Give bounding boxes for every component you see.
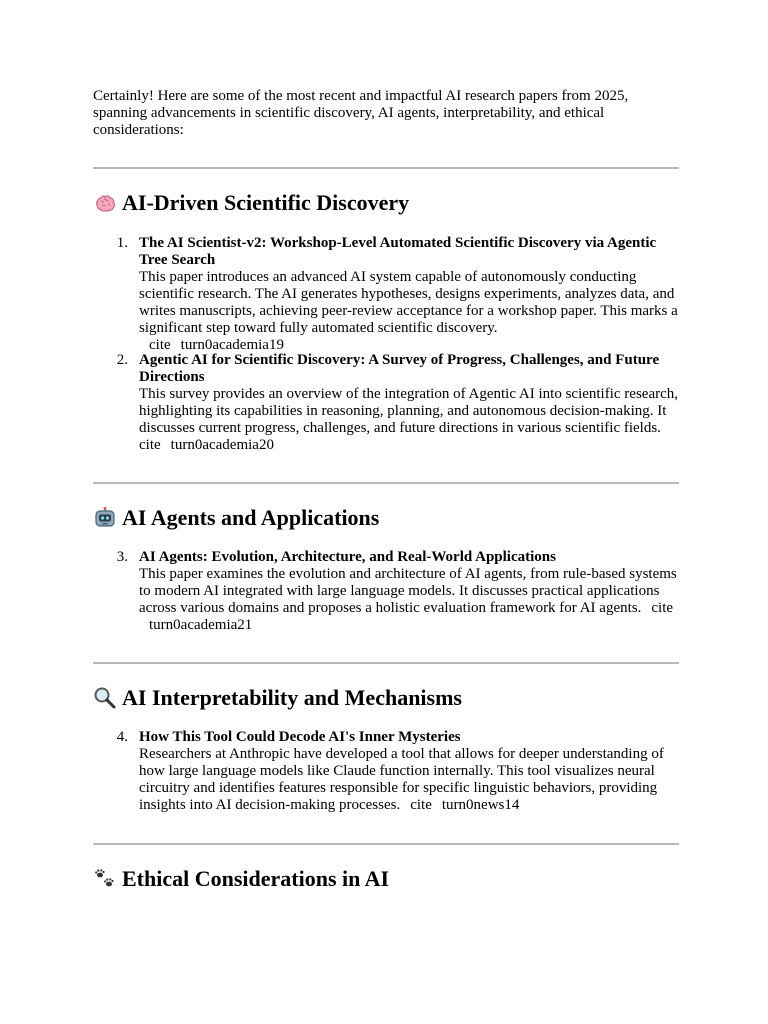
magnifying-glass-icon [93, 686, 117, 710]
intro-paragraph: Certainly! Here are some of the most recent and impactful AI research papers from 2025, spanning advancements in scientific discovery, AI agents, interpretability, and ethical considerations: [93, 88, 629, 138]
robot-icon [93, 506, 117, 530]
paper-description: This paper introduces an advanced AI system capable of autonomously conducting scientific research. The AI generates hypotheses, designs experiments, analyzes data, and writes manuscripts, achieving peer-review acceptance for a workshop paper. This marks a significant step toward fully automated scientific discovery. [139, 269, 678, 336]
section-title-interpretability: AI Interpretability and Mechanisms [93, 685, 462, 711]
section-divider [93, 662, 679, 664]
citation: citeturn0academia21 [149, 600, 674, 633]
paw-prints-icon [93, 867, 117, 891]
list-item: 2. Agentic AI for Scientific Discovery: A Survey of Progress, Challenges, and Future Directions This survey provides an overview of the integration of Agentic AI into scientific research, highlighting its capabilities in reasoning, planning, and autonomous decision-making. It discusses current progress, challenges, and future directions in various scientific fields.cite turn0academia20 [93, 352, 683, 454]
paper-description: This paper examines the evolution and architecture of AI agents, from rule-based systems to modern AI integrated with large language models. It discusses practical applications across various domains and proposes a holistic evaluation framework for AI agents. citeturn0academia21 [139, 566, 677, 633]
section-divider [93, 843, 679, 845]
section-title-scientific-discovery: AI-Driven Scientific Discovery [93, 190, 409, 216]
section-title-ai-agents: AI Agents and Applications [93, 505, 379, 531]
section-divider [93, 482, 679, 484]
citation: cite turn0news14 [410, 797, 520, 813]
paper-description: Researchers at Anthropic have developed a tool that allows for deeper understanding of how large language models like Claude function internally. This tool visualizes neural circuitry and identifies features responsible for specific linguistic behaviors, providing insights into AI decision-making processes. cite turn0news14 [139, 746, 664, 813]
citation: cite turn0academia20 [139, 437, 274, 453]
list-item: 4. How This Tool Could Decode AI's Inner Mysteries Researchers at Anthropic have developed a tool that allows for deeper understanding of how large language models like Claude function internally. This tool visualizes neural circuitry and identifies features responsible for specific linguistic behaviors, providing insights into AI decision-making processes. cite turn0news14 [93, 729, 683, 814]
paper-title: How This Tool Could Decode AI's Inner Mysteries [139, 729, 461, 745]
section-divider [93, 167, 679, 169]
paper-title: Agentic AI for Scientific Discovery: A Survey of Progress, Challenges, and Future Directions [139, 352, 660, 385]
section-title-ethics: Ethical Considerations in AI [93, 866, 389, 892]
citation: cite turn0academia19 [149, 337, 284, 353]
paper-title: The AI Scientist-v2: Workshop-Level Automated Scientific Discovery via Agentic Tree Search [139, 235, 657, 268]
list-item: 3. AI Agents: Evolution, Architecture, and Real-World Applications This paper examines the evolution and architecture of AI agents, from rule-based systems to modern AI integrated with large language models. It discusses practical applications across various domains and proposes a holistic evaluation framework for AI agents. citeturn0academia21 [93, 549, 683, 634]
paper-title: AI Agents: Evolution, Architecture, and Real-World Applications [139, 549, 556, 565]
list-item: 1. The AI Scientist-v2: Workshop-Level Automated Scientific Discovery via Agentic Tree Search This paper introduces an advanced AI system capable of autonomously conducting scientific research. The AI generates hypotheses, designs experiments, analyzes data, and writes manuscripts, achieving peer-review acceptance for a workshop paper. This marks a significant step toward fully automated scientific discovery. cite turn0academia19 [93, 235, 683, 354]
brain-icon [93, 191, 117, 215]
paper-description: This survey provides an overview of the integration of Agentic AI into scientific research, highlighting its capabilities in reasoning, planning, and autonomous decision-making. It discusses current progress, challenges, and future directions in various scientific fields.cite turn0academia20 [139, 386, 679, 453]
